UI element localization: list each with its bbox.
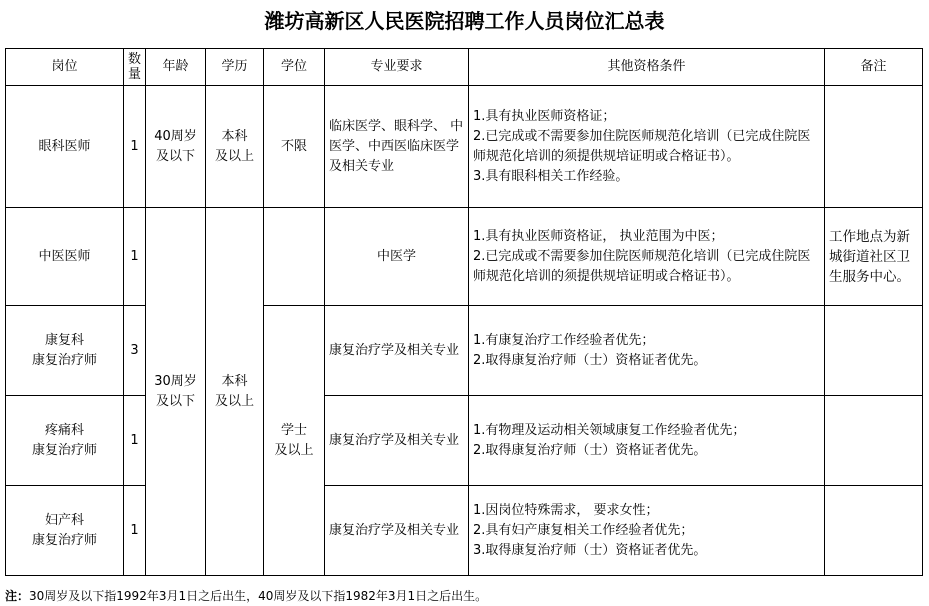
footnote <box>5 588 487 604</box>
condition-item: 1.有康复治疗工作经验者优先； <box>473 332 655 348</box>
page-title: 潍坊高新区人民医院招聘工作人员岗位汇总表 <box>264 9 665 33</box>
position-name: 康复治疗师 <box>31 442 97 458</box>
remark-cell <box>825 396 923 486</box>
table-row <box>6 86 923 208</box>
table-row <box>6 306 923 396</box>
condition-item: 1.有物理及运动相关领域康复工作经验者优先； <box>473 422 746 438</box>
conditions-cell <box>469 306 825 396</box>
table-row <box>6 396 923 486</box>
positions-table <box>5 48 923 576</box>
quantity-cell: 1 <box>124 486 146 576</box>
condition-item: 2.取得康复治疗师（士）资格证者优先。 <box>473 442 707 458</box>
education-line: 本科 <box>221 128 248 144</box>
position-cell <box>6 208 124 306</box>
position-cell <box>6 306 124 396</box>
condition-item: 1.具有执业医师资格证， 执业范围为中医； <box>473 228 724 244</box>
age-line: 30周岁 <box>154 373 197 389</box>
header-education: 学历 <box>206 49 264 86</box>
footnote-label: 注： <box>5 589 30 603</box>
position-cell <box>6 86 124 208</box>
conditions-cell <box>469 486 825 576</box>
header-quantity-line1: 数 <box>127 52 141 67</box>
header-remarks: 备注 <box>825 49 923 86</box>
age-line: 及以下 <box>155 148 195 164</box>
condition-item: 2.具有妇产康复相关工作经验者优先； <box>473 522 694 538</box>
condition-item: 2.已完成或不需要参加住院医师规范化培训（已完成住院医师规范化培训的须提供规培证明或合格证书）。 <box>473 248 811 284</box>
table-row <box>6 208 923 306</box>
age-cell-merged <box>146 208 206 576</box>
education-line: 及以上 <box>214 148 254 164</box>
condition-item: 1.具有执业医师资格证； <box>473 108 616 124</box>
condition-item: 1.因岗位特殊需求， 要求女性； <box>473 502 659 518</box>
header-quantity <box>124 49 146 86</box>
quantity-cell: 1 <box>124 208 146 306</box>
age-line: 40周岁 <box>154 128 197 144</box>
education-line: 本科 <box>221 373 248 389</box>
position-name: 眼科医师 <box>38 138 91 154</box>
position-name: 康复治疗师 <box>31 532 97 548</box>
header-conditions: 其他资格条件 <box>469 49 825 86</box>
header-major: 专业要求 <box>325 49 469 86</box>
conditions-cell <box>469 396 825 486</box>
major-cell: 康复治疗学及相关专业 <box>325 396 469 486</box>
conditions-cell <box>469 208 825 306</box>
position-name: 妇产科 <box>44 512 84 528</box>
position-name: 中医医师 <box>38 248 91 264</box>
conditions-cell <box>469 86 825 208</box>
position-name: 康复科 <box>44 332 84 348</box>
quantity-cell: 1 <box>124 396 146 486</box>
header-age: 年龄 <box>146 49 206 86</box>
condition-item: 3.具有眼科相关工作经验。 <box>473 168 629 184</box>
education-cell-merged <box>206 208 264 576</box>
education-line: 及以上 <box>214 393 254 409</box>
major-cell: 康复治疗学及相关专业 <box>325 306 469 396</box>
remark-cell <box>825 486 923 576</box>
table-row <box>6 486 923 576</box>
age-cell <box>146 86 206 208</box>
table-header-row <box>6 49 923 86</box>
major-cell: 中医学 <box>325 208 469 306</box>
remark-cell: 工作地点为新城街道社区卫生服务中心。 <box>825 208 923 306</box>
major-cell: 康复治疗学及相关专业 <box>325 486 469 576</box>
age-line: 及以下 <box>155 393 195 409</box>
degree-line: 学士 <box>280 422 307 438</box>
major-cell: 临床医学、眼科学、 中医学、中西医临床医学及相关专业 <box>325 86 469 208</box>
remark-cell <box>825 86 923 208</box>
quantity-cell: 1 <box>124 86 146 208</box>
education-cell <box>206 86 264 208</box>
position-cell <box>6 396 124 486</box>
condition-item: 2.取得康复治疗师（士）资格证者优先。 <box>473 352 707 368</box>
degree-cell: 不限 <box>264 86 325 208</box>
condition-item: 2.已完成或不需要参加住院医师规范化培训（已完成住院医师规范化培训的须提供规培证明或合格证书）。 <box>473 128 811 164</box>
quantity-cell: 3 <box>124 306 146 396</box>
condition-item: 3.取得康复治疗师（士）资格证者优先。 <box>473 542 707 558</box>
position-name: 疼痛科 <box>44 422 84 438</box>
degree-cell <box>264 208 325 306</box>
remark-cell <box>825 306 923 396</box>
position-cell <box>6 486 124 576</box>
degree-line: 及以上 <box>274 442 314 458</box>
degree-cell-merged <box>264 306 325 576</box>
position-name: 康复治疗师 <box>31 352 97 368</box>
header-quantity-line2: 量 <box>127 67 141 82</box>
footnote-text: 30周岁及以下指1992年3月1日之后出生，40周岁及以下指1982年3月1日之后出生。 <box>29 589 488 603</box>
header-position: 岗位 <box>6 49 124 86</box>
header-degree: 学位 <box>264 49 325 86</box>
